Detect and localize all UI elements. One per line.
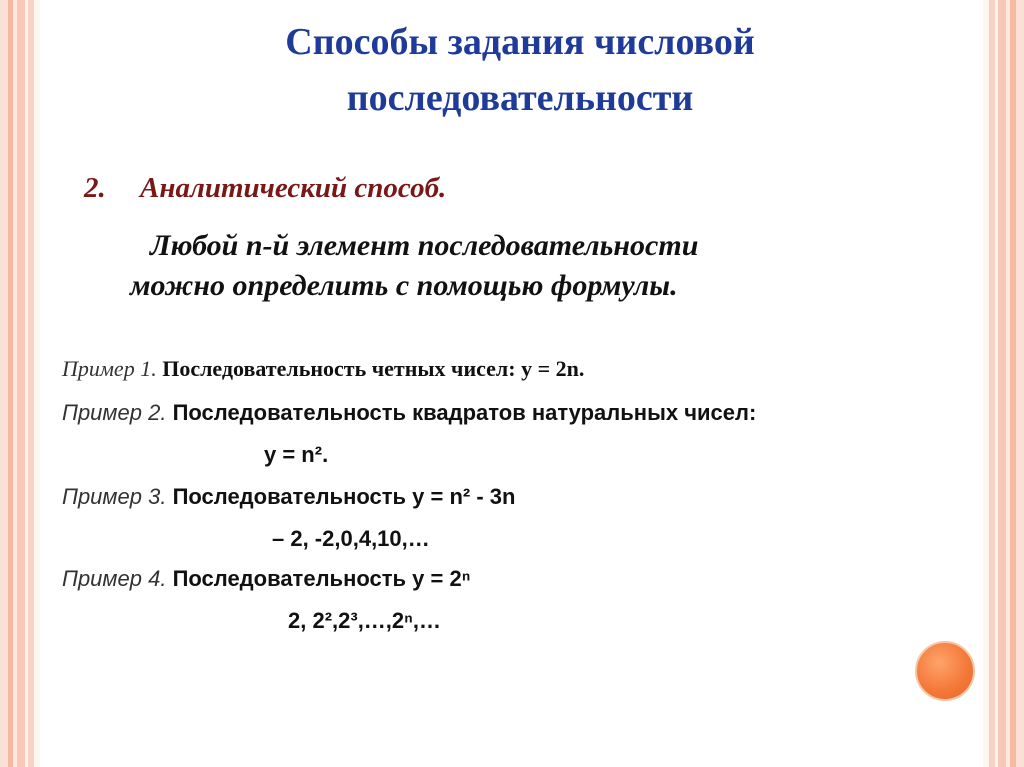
example-2-label: Пример 2.: [62, 400, 167, 425]
example-3: [62, 484, 515, 510]
example-2: [62, 400, 756, 426]
example-2-text: Последовательность квадратов натуральных чисел:: [172, 400, 757, 425]
method-number: 2.: [84, 172, 106, 204]
example-4-label: Пример 4.: [62, 566, 167, 591]
example-1-label: Пример 1.: [62, 356, 157, 381]
example-3-text: Последовательность y = n² - 3n: [172, 484, 516, 509]
title-line-2: последовательности: [346, 77, 694, 119]
method-description: [130, 226, 930, 306]
example-4: [62, 566, 470, 592]
example-3-label: Пример 3.: [62, 484, 167, 509]
decorative-circle: [915, 641, 975, 701]
description-line-1: Любой n-й элемент последовательности: [150, 229, 699, 262]
example-1-text: Последовательность четных чисел: y = 2n.: [162, 356, 585, 381]
slide-title: [150, 14, 890, 126]
example-3-terms: – 2, -2,0,4,10,…: [272, 526, 430, 551]
example-4-text: Последовательность y = 2ⁿ: [172, 566, 471, 591]
method-heading: [84, 172, 446, 205]
title-line-1: Способы задания числовой: [285, 21, 755, 63]
left-border-decoration: [0, 0, 40, 767]
right-border-decoration: [983, 0, 1024, 767]
example-2-formula: y = n².: [264, 442, 329, 467]
example-4-terms: 2, 2²,2³,…,2ⁿ,…: [288, 608, 441, 633]
description-line-2: можно определить с помощью формулы.: [130, 269, 678, 302]
example-1: [62, 356, 584, 382]
method-name: Аналитический способ.: [140, 172, 447, 204]
